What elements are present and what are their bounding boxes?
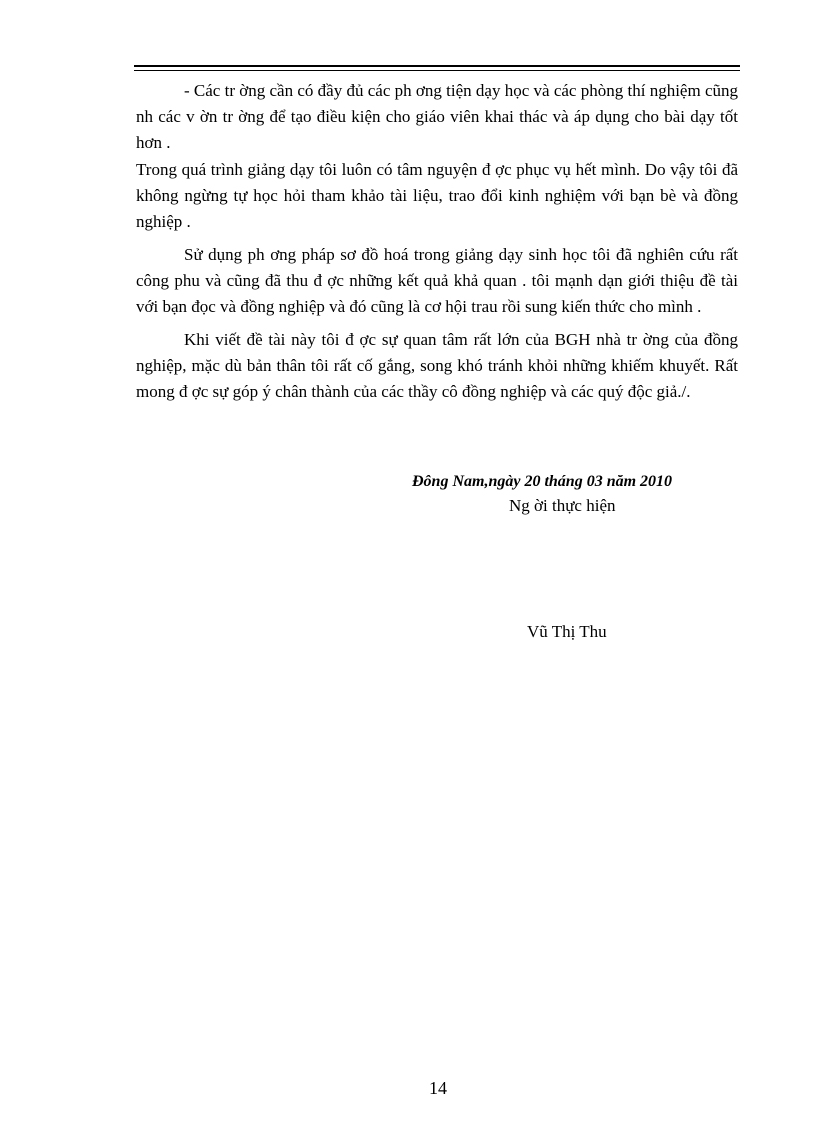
page-number: 14 [429,1078,447,1098]
paragraph-method: Sử dụng ph ơng pháp sơ đồ hoá trong giảng dạy sinh học tôi đã nghiên cứu rất công phu và cũng đã thu đ ợc những kết quả khả quan . tôi mạnh dạn giới thiệu đề tài với bạn đọc và đồng nghiệp và đó cũng là cơ hội trau rồi sung kiến thức cho mình . [136,245,738,316]
header-rule-thin [134,70,740,71]
signature-role: Ng ời thực hiện [509,496,616,515]
paragraph-acknowledgement: Khi viết đề tài này tôi đ ợc sự quan tâm rất lớn của BGH nhà tr ờng của đồng nghiệp, mặc dù bản thân tôi rất cố gắng, song khó tránh khỏi những khiếm khuyết. Rất mong đ ợc sự góp ý chân thành của các thầy cô đồng nghiệp và các quý độc giả./. [136,330,738,401]
header-rule-thick [134,65,740,67]
paragraph-aspiration: Trong quá trình giảng dạy tôi luôn có tâm nguyện đ ợc phục vụ hết mình. Do vậy tôi đã không ngừng tự học hỏi tham khảo tài liệu, trao đổi kinh nghiệm với bạn bè và đồng nghiệp . [136,160,738,231]
body-text [136,78,738,405]
paragraph-recommendation: - Các tr ờng cần có đầy đủ các ph ơng tiện dạy học và các phòng thí nghiệm cũng nh các v ờn tr ờng để tạo điều kiện cho giáo viên khai thác và áp dụng cho bài dạy tốt hơn . [136,81,738,152]
signature-place-date: Đông Nam,ngày 20 tháng 03 năm 2010 [412,473,673,490]
signature-name: Vũ Thị Thu [527,622,607,641]
